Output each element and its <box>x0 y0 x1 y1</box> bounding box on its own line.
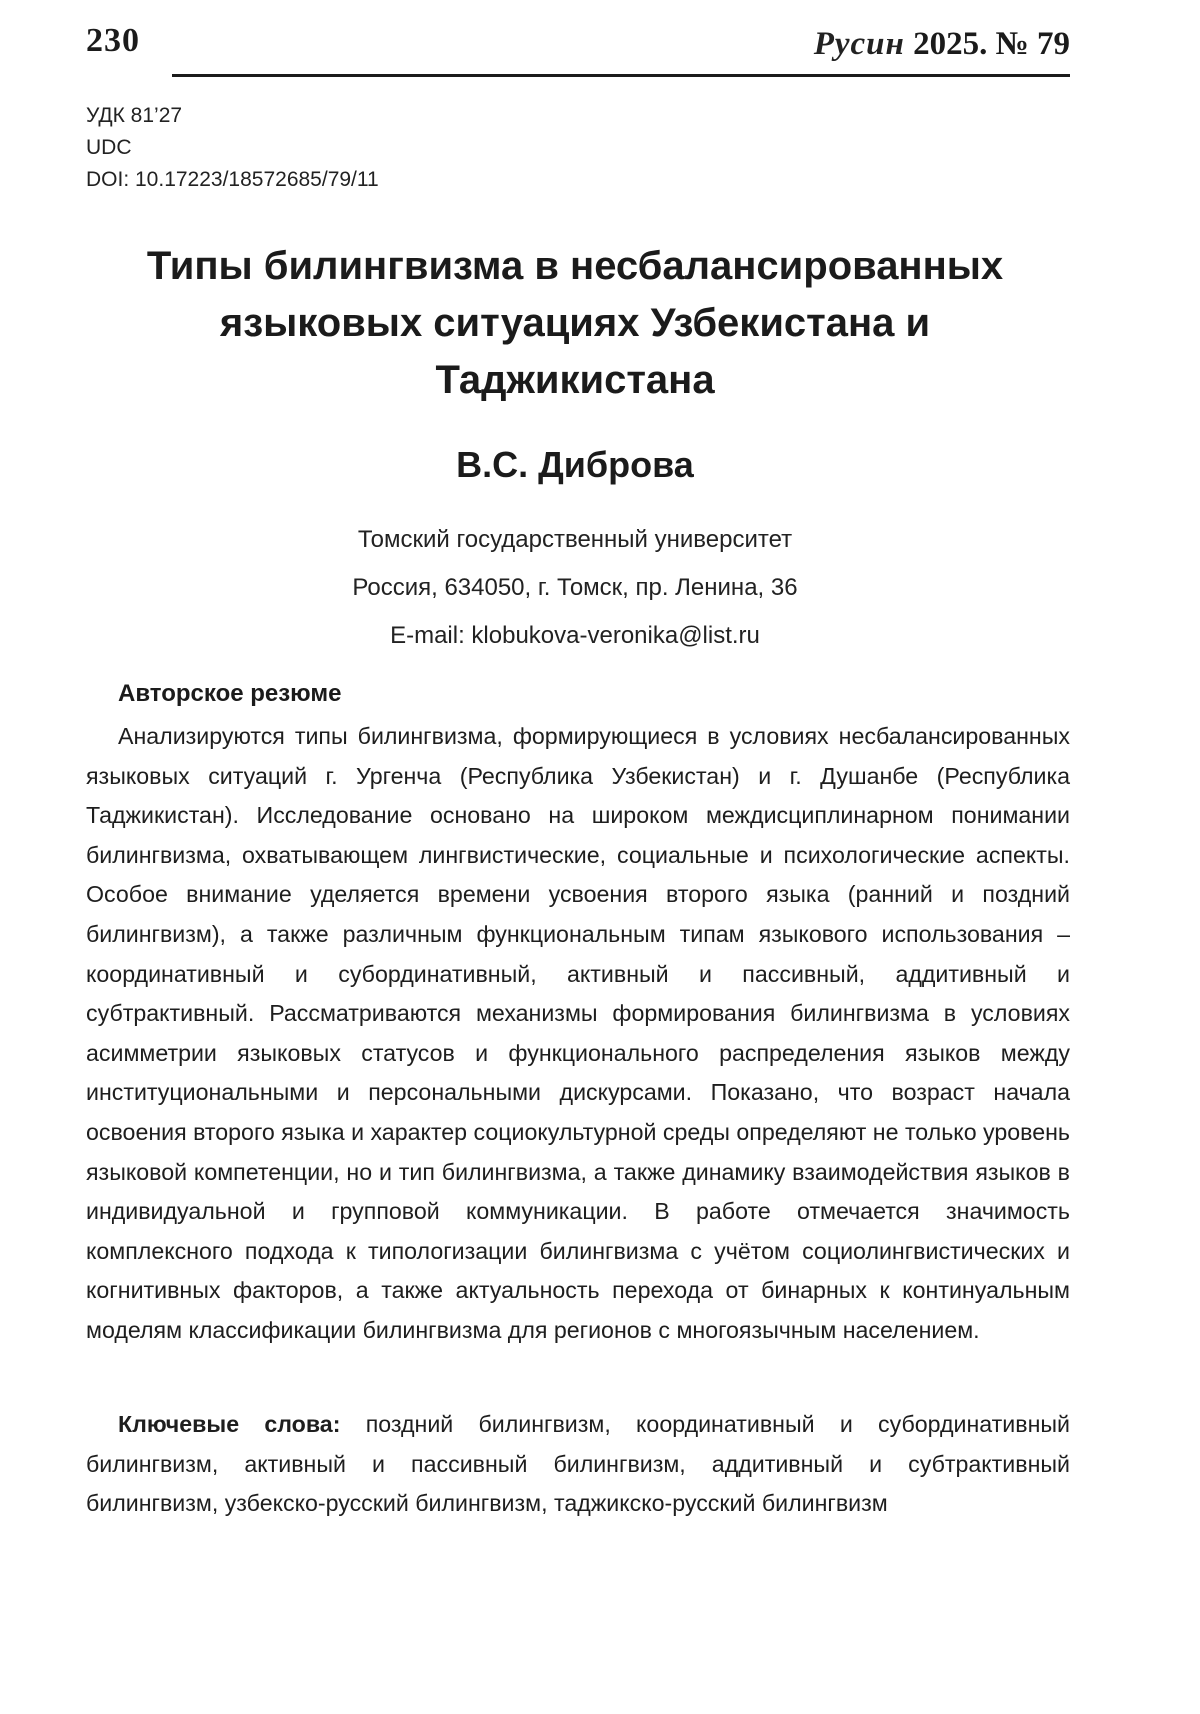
doi: DOI: 10.17223/18572685/79/11 <box>86 168 379 191</box>
abstract-text: Анализируются типы билингвизма, формирующиеся в условиях несбалансированных языковых ситуаций г. Ургенча (Республика Узбекистан) и г. Душанбе (Республика Таджикистан). Исследование основано на широком междисциплинарном понимании билингвизма, охватывающем лингвистические, социальные и психологические аспекты. Особое внимание уделяется времени усвоения второго языка (ранний и поздний билингвизм), а также различным функциональным типам языкового использования – координативный и субординативный, активный и пассивный, аддитивный и субтрактивный. Рассматриваются механизмы формирования билингвизма в условиях асимметрии языковых статусов и функционального распределения языков между институциональными и персональными дискурсами. Показано, что возраст начала освоения второго языка и характер социокультурной среды определяют не только уровень языковой компетенции, но и тип билингвизма, а также динамику взаимодействия языков в индивидуальной и групповой коммуникации. В работе отмечается значимость комплексного подхода к типологизации билингвизма с учётом социолингвистических и когнитивных факторов, а также актуальность перехода от бинарных к континуальным моделям классификации билингвизма для регионов с многоязычным населением. <box>86 723 1071 1343</box>
udk-code: УДК 81’27 <box>86 104 183 127</box>
journal-issue: 2025. № 79 <box>913 26 1070 62</box>
article-metadata <box>86 100 379 196</box>
keywords-text: поздний билингвизм, координативный и субординативный билингвизм, активный и пассивный билингвизм, аддитивный и субтрактивный билингвизм, узбекско-русский билингвизм, таджикско-русский билингвизм <box>86 1411 1070 1517</box>
email: E-mail: klobukova-veronika@list.ru <box>390 622 760 649</box>
udc-code: UDC <box>86 136 132 159</box>
article-title: Типы билингвизма в несбалансированных языковых ситуациях Узбекистана и Таджикистана <box>146 244 1004 402</box>
header-rule <box>172 74 1070 77</box>
page-number: 230 <box>86 22 140 59</box>
journal-header <box>814 26 1070 63</box>
institution: Томский государственный университет <box>357 526 793 553</box>
abstract-heading: Авторское резюме <box>118 680 342 707</box>
address: Россия, 634050, г. Томск, пр. Ленина, 36 <box>352 574 798 601</box>
journal-name: Русин <box>813 26 905 62</box>
keywords-label: Ключевые слова: <box>118 1411 341 1437</box>
keywords <box>86 1405 1070 1524</box>
author-affiliation <box>0 516 1150 660</box>
author-name: В.С. Диброва <box>456 444 694 485</box>
